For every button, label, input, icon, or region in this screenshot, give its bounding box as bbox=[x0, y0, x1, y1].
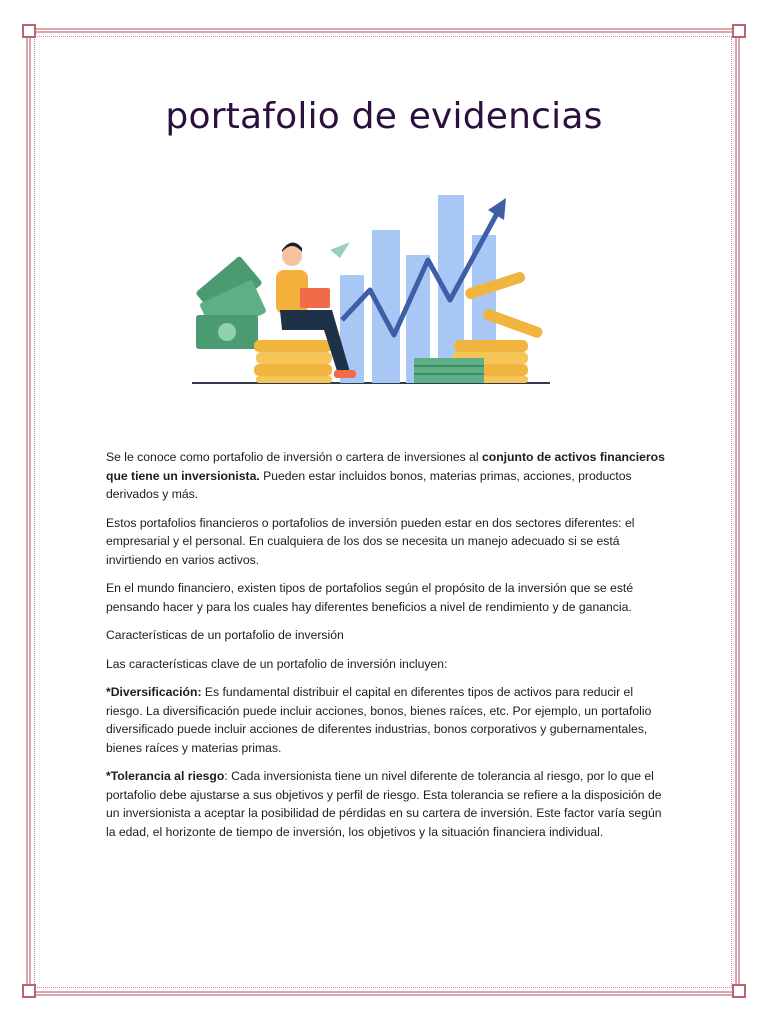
paragraph: *Diversificación: Es fundamental distribuir el capital en diferentes tipos de activos para reducir el riesgo. La diversificación puede incluir acciones, bonos, bienes raíces, etc. Por ejemplo, un portafolio diversificado puede incluir acciones de diferentes industrias, bonos corporativos y gubernamentales, bienes raíces y materias primas. bbox=[106, 685, 652, 755]
paragraph: Estos portafolios financieros o portafolios de inversión pueden estar en dos sectores diferentes: el empresarial y el personal. En cualquiera de los dos se necesita un manejo adecuado si se está invirtiendo en varios activos. bbox=[106, 515, 635, 567]
page-title: portafolio de evidencias bbox=[165, 96, 603, 137]
bold-text: conjunto de activos financieros que tiene un inversionista. bbox=[106, 450, 665, 483]
coins-stack-icon bbox=[254, 340, 332, 383]
bold-text: *Tolerancia al riesgo bbox=[106, 769, 225, 783]
investment-growth-illustration bbox=[182, 170, 558, 400]
border-corner-ornament bbox=[732, 984, 746, 998]
section-heading: Características de un portafolio de inversión bbox=[106, 628, 344, 642]
document-body bbox=[106, 448, 666, 851]
cash-bundle-icon bbox=[414, 358, 484, 383]
border-corner-ornament bbox=[22, 24, 36, 38]
border-corner-ornament bbox=[732, 24, 746, 38]
paragraph: Se le conoce como portafolio de inversión o cartera de inversiones al conjunto de activos financieros que tiene un inversionista. Pueden estar incluidos bonos, materias primas, acciones, productos derivados y más. bbox=[106, 450, 665, 501]
money-bills-icon bbox=[195, 256, 267, 349]
paragraph: En el mundo financiero, existen tipos de portafolios según el propósito de la inversión que se esté pensando hacer y para los cuales hay diferentes beneficios a nivel de rendimiento y de ganancia. bbox=[106, 581, 634, 614]
bold-text: *Diversificación: bbox=[106, 685, 202, 699]
paragraph: Las características clave de un portafolio de inversión incluyen: bbox=[106, 656, 448, 671]
paper-plane-icon bbox=[330, 242, 350, 258]
border-corner-ornament bbox=[22, 984, 36, 998]
paragraph: *Tolerancia al riesgo: Cada inversionista tiene un nivel diferente de tolerancia al riesgo, por lo que el portafolio debe ajustarse a sus objetivos y perfil de riesgo. Esta tolerancia se refiere a la disposición de un inversionista a aceptar la posibilidad de pérdidas en su cartera de inversión. Este factor varía según la edad, el horizonte de tiempo de inversión, los objetivos y la situación financiera individual. bbox=[106, 769, 662, 839]
